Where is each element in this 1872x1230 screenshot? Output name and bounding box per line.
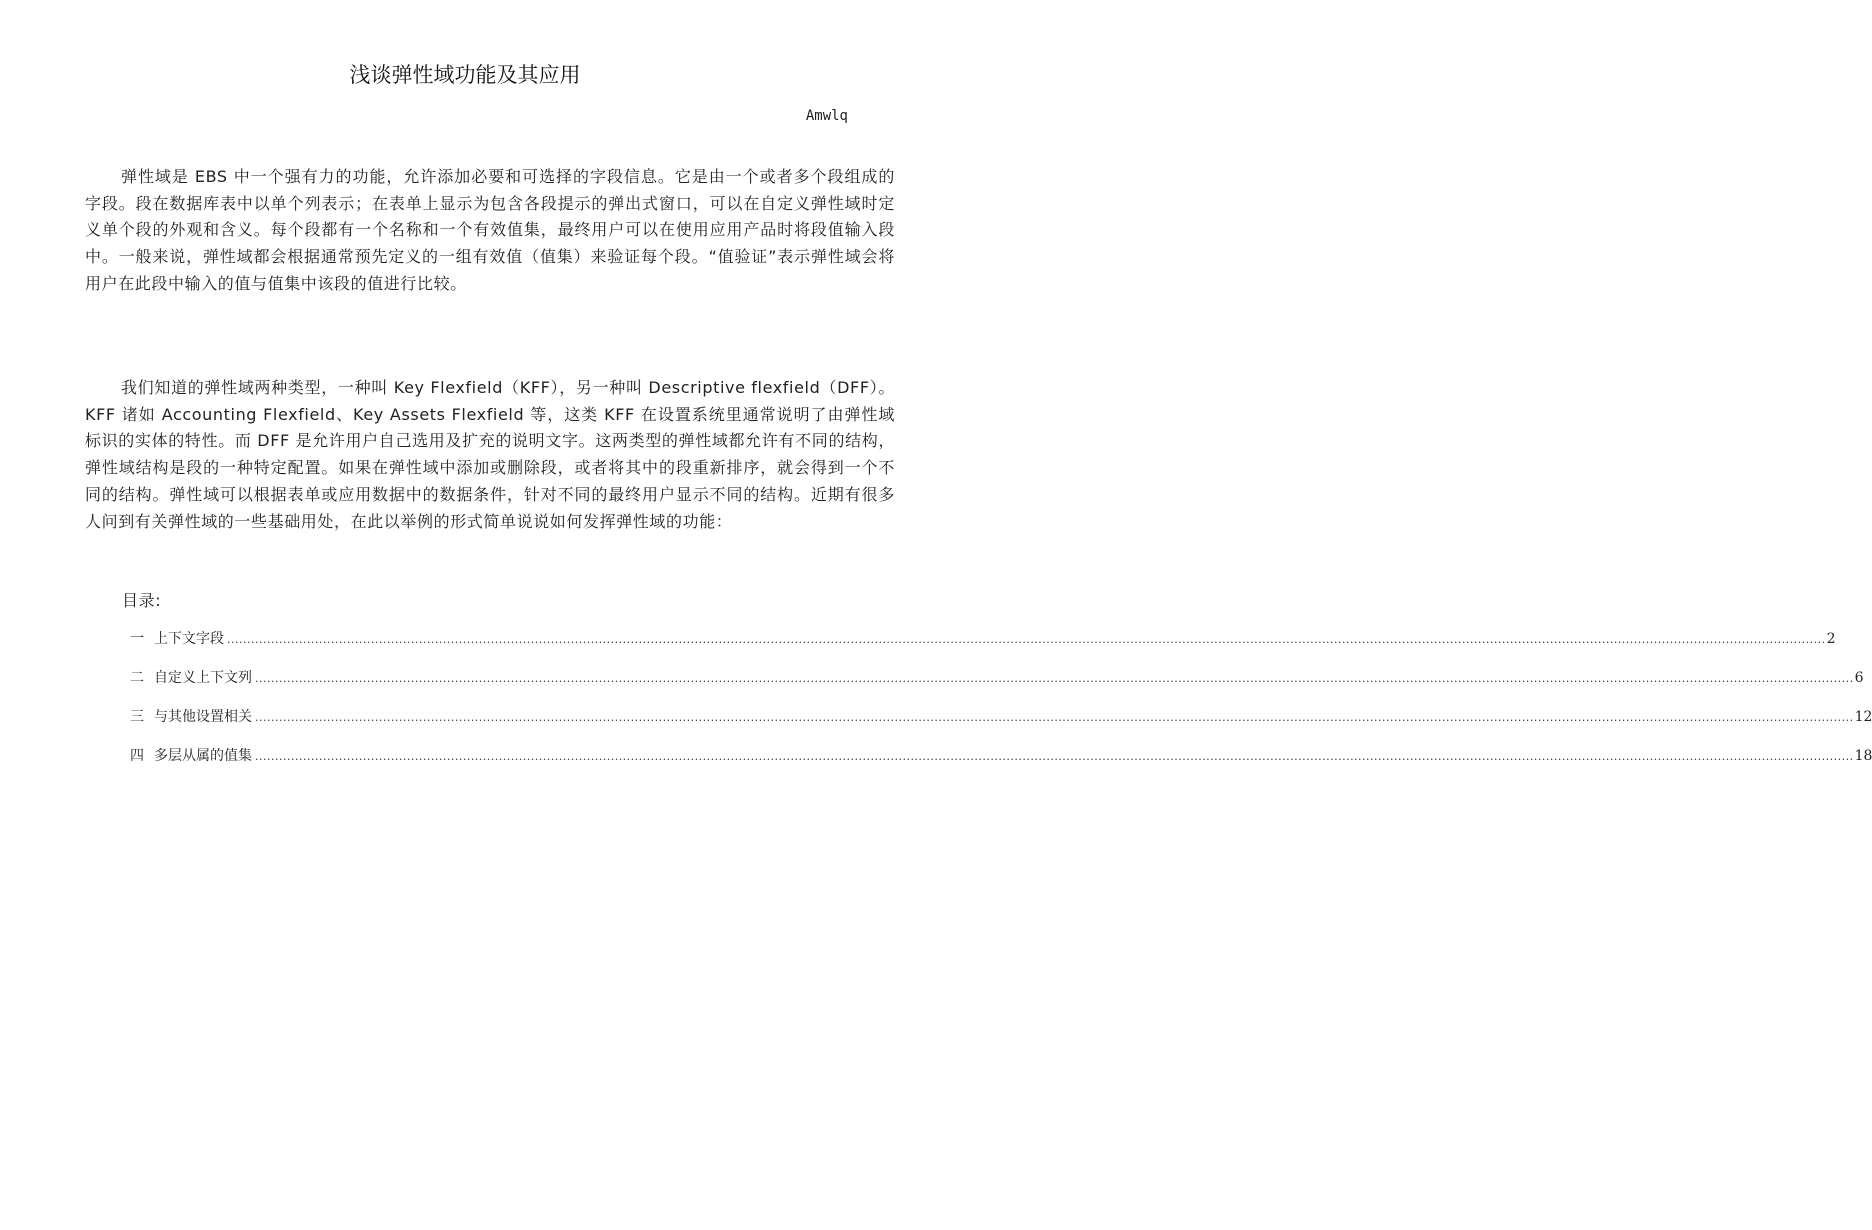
toc-entry-title: 多层从属的值集 — [154, 748, 252, 764]
toc-entry-number: 二 — [130, 670, 144, 686]
toc-entry[interactable] — [130, 667, 1864, 706]
paragraph-intro: 弹性域是 EBS 中一个强有力的功能，允许添加必要和可选择的字段信息。它是由一个或者多个段组成的字段。段在数据库表中以单个列表示；在表单上显示为包含各段提示的弹出式窗口，可以在自定义弹性域时定义单个段的外观和含义。每个段都有一个名称和一个有效值集，最终用户可以在使用应用产品时将段值输入段中。一般来说，弹性域都会根据通常预先定义的一组有效值（值集）来验证每个段。“值验证”表示弹性域会将用户在此段中输入的值与值集中该段的值进行比较。 — [85, 167, 895, 293]
toc-dot-leader: ................................................................................................................................................................................................................................................................................................................................................................................................................ — [255, 750, 1854, 763]
toc-entry-page: 2 — [1826, 631, 1836, 647]
toc-dot-leader: ................................................................................................................................................................................................................................................................................................................................................................................................................ — [227, 633, 1826, 646]
toc-entry-number: 三 — [130, 709, 144, 725]
toc-heading: 目录: — [122, 591, 162, 610]
toc-entry-title: 与其他设置相关 — [154, 709, 252, 725]
paragraph-types: 我们知道的弹性域两种类型，一种叫 Key Flexfield（KFF），另一种叫 Descriptive flexfield（DFF）。KFF 诸如 Accounting Flexfield、Key Assets Flexfield 等，这类 KFF 在设置系统里通常说明了由弹性域标识的实体的特性。而 DFF 是允许用户自己选用及扩充的说明文字。这两类型的弹性域都允许有不同的结构，弹性域结构是段的一种特定配置。如果在弹性域中添加或删除段，或者将其中的段重新排序，就会得到一个不同的结构。弹性域可以根据表单或应用数据中的数据条件，针对不同的最终用户显示不同的结构。近期有很多人问到有关弹性域的一些基础用处，在此以举例的形式简单说说如何发挥弹性域的功能： — [85, 378, 895, 531]
toc-entry-title: 自定义上下文列 — [154, 670, 252, 686]
toc-entry-page: 18 — [1854, 748, 1872, 764]
toc-entry[interactable] — [130, 706, 1872, 745]
toc-entry[interactable] — [130, 628, 1836, 667]
toc-entry-title: 上下文字段 — [154, 631, 224, 647]
toc-dot-leader: ................................................................................................................................................................................................................................................................................................................................................................................................................ — [255, 672, 1854, 685]
toc-entry-number: 一 — [130, 631, 144, 647]
toc-entry-page: 6 — [1854, 670, 1864, 686]
toc-entry-page: 12 — [1854, 709, 1872, 725]
document-title: 浅谈弹性域功能及其应用 — [349, 63, 581, 87]
toc-dot-leader: ................................................................................................................................................................................................................................................................................................................................................................................................................ — [255, 711, 1854, 724]
table-of-contents — [130, 628, 1872, 784]
toc-entry-number: 四 — [130, 748, 144, 764]
toc-entry[interactable] — [130, 745, 1872, 784]
author-name: Amwlq — [805, 108, 848, 124]
